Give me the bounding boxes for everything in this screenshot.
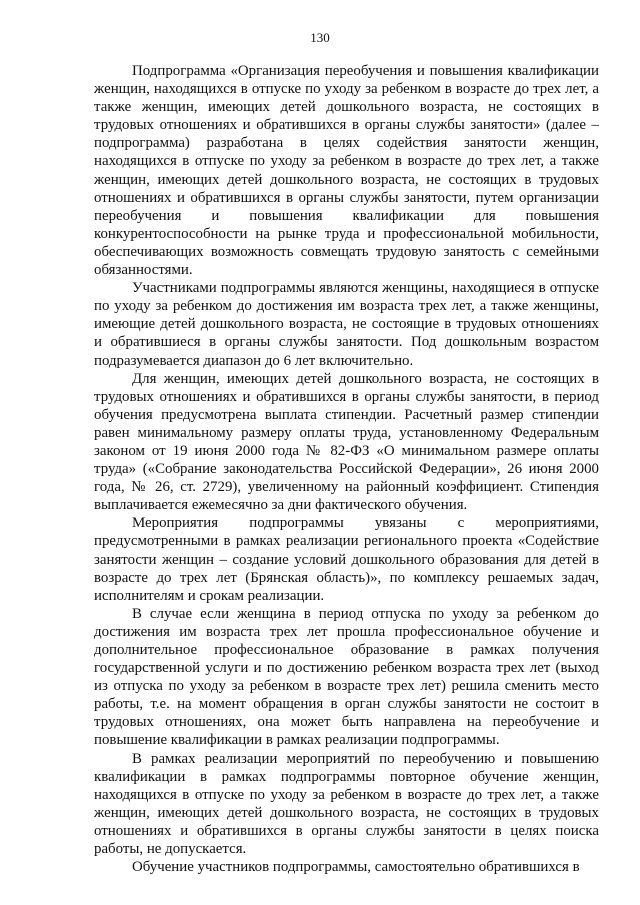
paragraph-repeat-training: В рамках реализации мероприятий по переобучению и повышению квалификации в рамках подпрограммы повторное обучение женщин, находящихся в отпуске по уходу за ребенком в возрасте до трех лет, а также женщин, имеющих детей дошкольного возраста, не состоящих в трудовых отношениях и обратившихся в органы службы занятости в целях поиска работы, не допускается. — [94, 750, 599, 858]
page-number: 130 — [310, 30, 330, 45]
paragraph-stipend: Для женщин, имеющих детей дошкольного возраста, не состоящих в трудовых отношениях и обратившихся в органы службы занятости, в период обучения предусмотрена выплата стипендии. Расчетный размер стипендии равен минимальному размеру оплаты труда, установленному Федеральным законом от 19 июня 2000 года № 82-ФЗ «О минимальном размере оплаты труда» («Собрание законодательства Российской Федерации», 26 июня 2000 года, № 26, ст. 2729), увеличенному на районный коэффициент. Стипендия выплачивается ежемесячно за дни фактического обучения. — [94, 370, 599, 514]
paragraph-regional-project: Мероприятия подпрограммы увязаны с мероприятиями, предусмотренными в рамках реализации регионального проекта «Содействие занятости женщин – создание условий дошкольного образования для детей в возрасте до трех лет (Брянская область)», по комплексу решаемых задач, исполнителям и срокам реализации. — [94, 515, 599, 604]
paragraph-retraining-case: В случае если женщина в период отпуска по уходу за ребенком до достижения им возраста трех лет прошла профессиональное обучение и дополнительное профессиональное образование в рамках получения государственной услуги и по достижению ребенком возраста трех лет (выход из отпуска по уходу за ребенком в возрасте трех лет) решила сменить место работы, т.е. на момент обращения в орган службы занятости не состоит в трудовых отношениях, она может быть направлена на переобучение и повышение квалификации в рамках реализации подпрограммы. — [94, 605, 599, 749]
paragraph-participants: Участниками подпрограммы являются женщины, находящиеся в отпуске по уходу за ребенком до достижения им возраста трех лет, а также женщины, имеющие детей дошкольного возраста, не состоящие в трудовых отношениях и обратившиеся в органы службы занятости. Под дошкольным возрастом подразумевается диапазон до 6 лет включительно. — [94, 280, 599, 369]
paragraph-subprogram-purpose: Подпрограмма «Организация переобучения и повышения квалификации женщин, находящихся в отпуске по уходу за ребенком в возрасте до трех лет, а также женщин, имеющих детей дошкольного возраста, не состоящих в трудовых отношениях и обратившихся в органы службы занятости» (далее – подпрограмма) разработана в целях содействия занятости женщин, находящихся в отпуске по уходу за ребенком в возрасте до трех лет, а также женщин, имеющих детей дошкольного возраста, не состоящих в трудовых отношениях и обратившихся в органы службы занятости, путем организации переобучения и повышения квалификации для повышения конкурентоспособности на рынке труда и профессиональной мобильности, обеспечивающих возможность совмещать трудовую занятость с семейными обязанностями. — [94, 63, 599, 279]
paragraph-training-participants: Обучение участников подпрограммы, самостоятельно обратившихся в — [132, 859, 580, 876]
document-body — [94, 62, 599, 876]
